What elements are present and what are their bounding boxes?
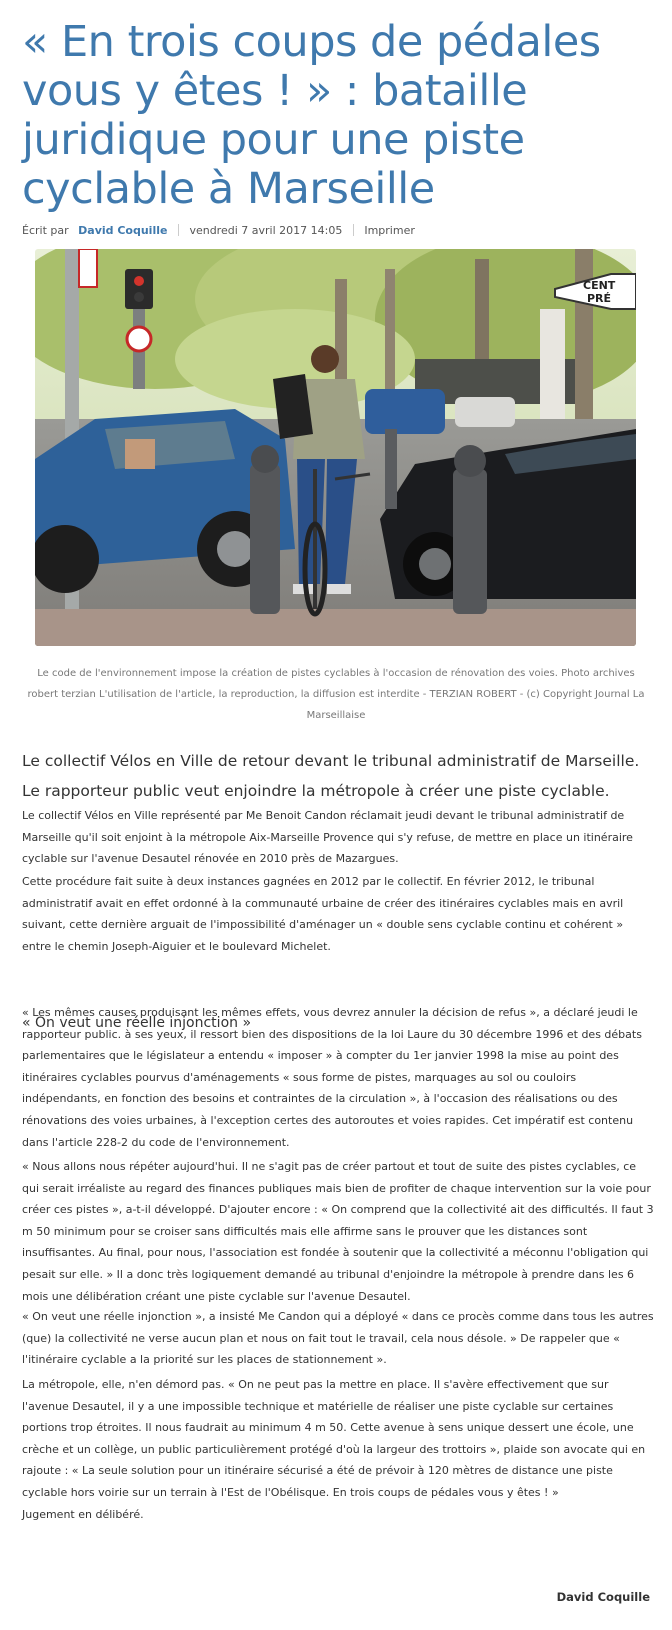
meta-divider xyxy=(353,224,354,236)
article-paragraph: Le collectif Vélos en Ville représenté par Me Benoit Candon réclamait jeudi devant le tribunal administratif de Marseille qu'il soit enjoint à la métropole Aix-Marseille Provence qui s'y refuse, de mettre en place un itinéraire cyclable sur l'avenue Desautel rénovée en 2010 près de Mazargues. xyxy=(22,809,633,866)
meta-divider xyxy=(178,224,179,236)
street-sign-text-2: PRÉ xyxy=(587,292,612,305)
article-title: « En trois coups de pédales vous y êtes ! » : bataille juridique pour une piste cyclable à Marseille xyxy=(22,17,601,214)
author-link[interactable]: David Coquille xyxy=(78,224,168,237)
article-paragraph: Cette procédure fait suite à deux instances gagnées en 2012 par le collectif. En février 2012, le tribunal administratif avait en effet ordonné à la communauté urbaine de créer des itinéraires cyclables mais en avril suivant, cette dernière arguait de l'impossibilité d'aménager un « double sens cyclable continu et cohérent » entre le chemin Joseph-Aiguier et le boulevard Michelet. xyxy=(22,875,624,953)
article-paragraph: « On veut une réelle injonction », a insisté Me Candon qui a déployé « dans ce procès comme dans tous les autres (que) la collectivité ne verse aucun plan et nous on fait tout le travail, cela nous désole. » De rappeler que « l'itinéraire cyclable a la priorité sur les places de stationnement ». xyxy=(22,1310,654,1367)
publish-date: vendredi 7 avril 2017 14:05 xyxy=(189,224,343,237)
print-link[interactable]: Imprimer xyxy=(364,224,415,237)
photo-caption: Le code de l'environnement impose la création de pistes cyclables à l'occasion de rénovation des voies. Photo archives robert terzian L'utilisation de l'article, la reproduction, la diffusion est interdite - TERZIAN ROBERT - (c) Copyright Journal La Marseillaise xyxy=(27,668,645,721)
article-meta xyxy=(22,224,415,237)
article-paragraph: La métropole, elle, n'en démord pas. « On ne peut pas la mettre en place. Il s'avère effectivement que sur l'avenue Desautel, il y a une impossible technique et matérielle de réaliser une piste cyclable sur certaines portions trop étroites. Il nous faudrait au minimum 4 m 50. Cette avenue à sens unique dessert une école, une crèche et un collège, un public particulièrement protégé d'où la largeur des trottoirs », plaide son avocate qui en rajoute : « La seule solution pour un itinéraire sécurisé a été de prévoir à 120 mètres de distance une piste cyclable hors voirie sur un terrain à l'Est de l'Obélisque. En trois coups de pédales vous y êtes ! » xyxy=(22,1378,646,1499)
article-paragraph: « Nous allons nous répéter aujourd'hui. Il ne s'agit pas de créer partout et tout de suite des pistes cyclables, ce qui serait irréaliste au regard des finances publiques mais bien de profiter de chaque intervention sur la voie pour créer ces pistes », a-t-il développé. D'ajouter encore : « On comprend que la collectivité ait des difficultés. Il faut 3 m 50 minimum pour se croiser sans difficultés mais elle affirme sans le prouver que les distances sont insuffisantes. Au final, pour nous, l'association est fondée à soutenir que la collectivité a méconnu l'obligation qui pesait sur elle. » Il a donc très logiquement demandé au tribunal d'enjoindre la métropole à prendre dans les 6 mois une délibération créant une piste cyclable sur l'avenue Desautel. xyxy=(22,1160,654,1303)
written-by-label: Écrit par xyxy=(22,224,69,237)
author-signature: David Coquille xyxy=(556,1590,650,1604)
article-subheading: « On veut une réelle injonction » xyxy=(22,1015,252,1031)
article-lead: Le collectif Vélos en Ville de retour devant le tribunal administratif de Marseille. Le rapporteur public veut enjoindre la métropole à créer une piste cyclable. xyxy=(22,752,640,800)
article-paragraph: « Les mêmes causes produisant les mêmes effets, vous devrez annuler la décision de refus », a déclaré jeudi le rapporteur public. à ses yeux, il ressort bien des dispositions de la loi Laure du 30 décembre 1996 et des débats parlementaires que le législateur a entendu « imposer » à compter du 1er janvier 1998 la mise au point des itinéraires cyclables pourvus d'aménagements « sous forme de pistes, marquages au sol ou couloirs indépendants, en fonction des besoins et contraintes de la circulation », à l'occasion des réalisations ou des rénovations des voies urbaines, à l'exception certes des autoroutes et voies rapides. Cet impératif est contenu dans l'article 228-2 du code de l'environnement. xyxy=(22,1006,642,1149)
article-photo xyxy=(35,249,636,646)
article-paragraph: Jugement en délibéré. xyxy=(22,1508,144,1521)
street-sign-text-1: CENT xyxy=(583,279,616,292)
